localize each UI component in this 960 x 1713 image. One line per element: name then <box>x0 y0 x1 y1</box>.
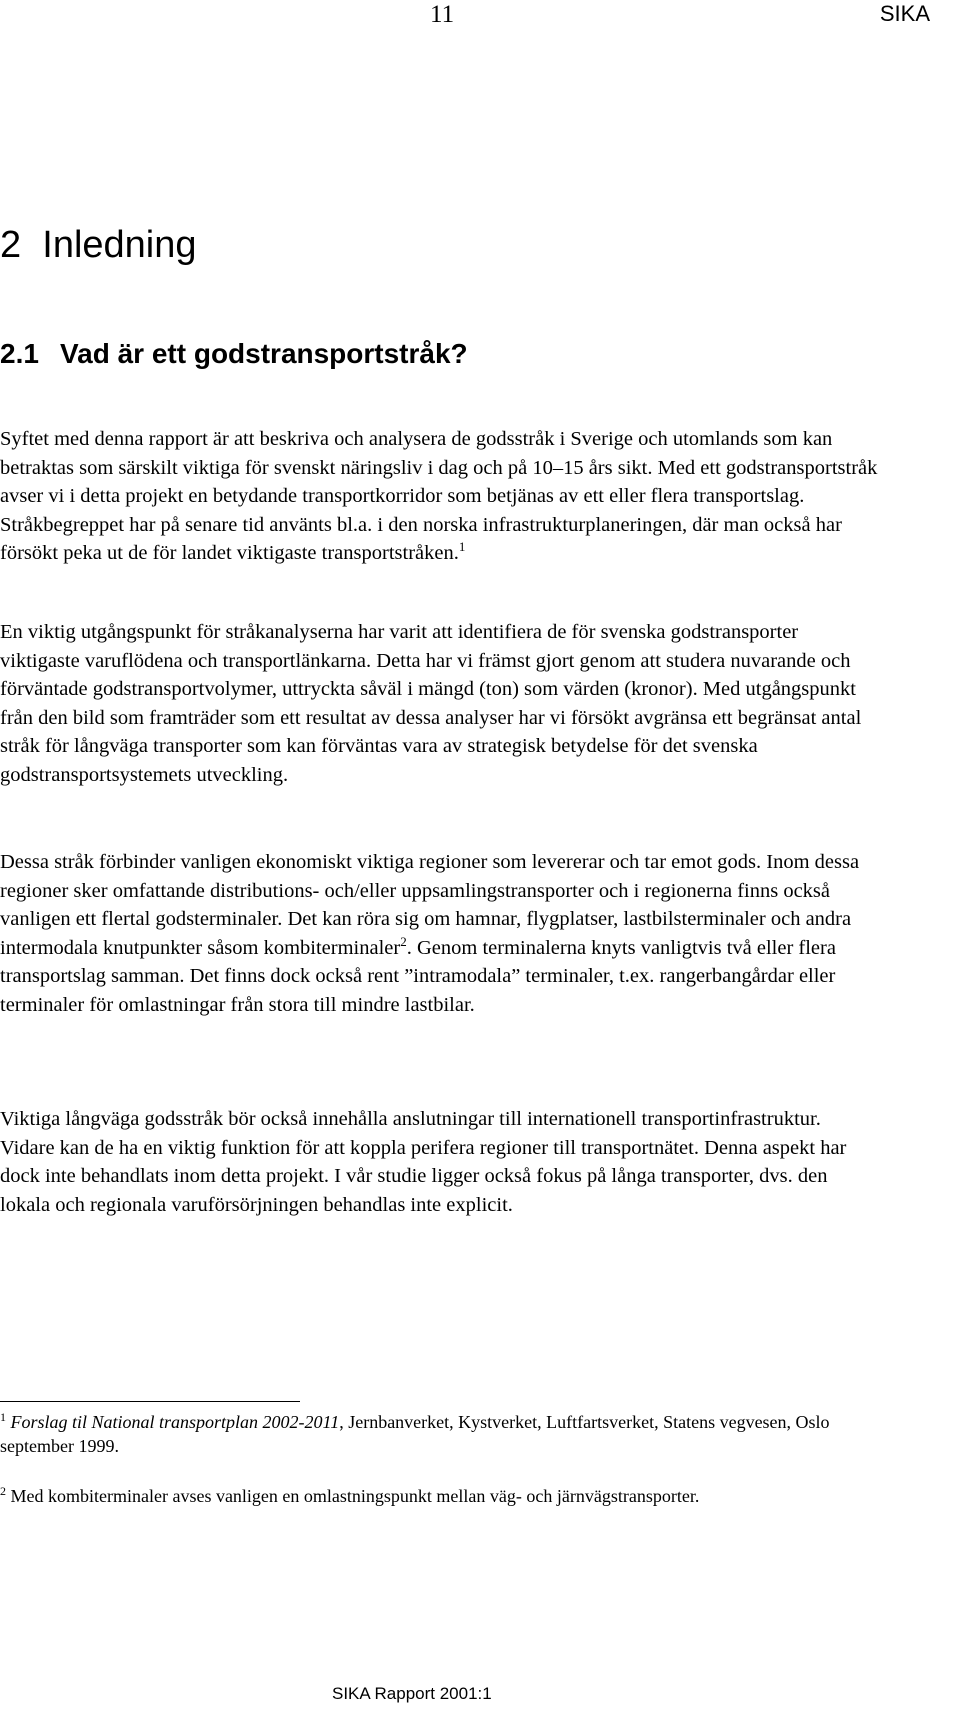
paragraph-4 <box>0 1105 880 1219</box>
page-number: 11 <box>430 1 455 28</box>
footnote-2-text: Med kombiterminaler avses vanligen en omlastningspunkt mellan väg- och järnvägstransporter. <box>10 1486 700 1506</box>
chapter-heading <box>0 222 197 268</box>
footnote-1-text: , Jernbanverket, Kystverket, Luftfartsverket, Statens vegvesen, Oslo september 1999. <box>0 1412 830 1456</box>
footnote-1-title: Forslag til National transportplan 2002-2011 <box>10 1412 340 1432</box>
footnote-ref-2: 2 <box>400 933 407 949</box>
section-title: Vad är ett godstransportstråk? <box>60 338 468 369</box>
paragraph-3 <box>0 848 880 1019</box>
paragraph-1-text: Syftet med denna rapport är att beskriva och analysera de godsstråk i Sverige och utomlands som kan betraktas som särskilt viktiga för svenskt näringsliv i dag och på 10–15 års sikt. Med ett godstransportstråk avser vi i detta projekt en betydande transportkorridor som betjänas av ett eller flera transportslag. Stråkbegreppet har på senare tid använts bl.a. i den norska infrastrukturplaneringen, där man också har försökt peka ut de för landet viktigaste transportstråken. <box>0 428 878 564</box>
paragraph-1 <box>0 425 880 568</box>
paragraph-4-text: Viktiga långväga godsstråk bör också innehålla anslutningar till internationell transportinfrastruktur. Vidare kan de ha en viktig funktion för att koppla perifera regioner till transportnätet. Denna aspekt har dock inte behandlats inom detta projekt. I vår studie ligger också fokus på långa transporter, dvs. den lokala och regionala varuförsörjningen behandlas inte explicit. <box>0 1108 847 1216</box>
section-heading <box>0 336 468 372</box>
footnote-2 <box>0 1484 880 1508</box>
paragraph-2-text: En viktig utgångspunkt för stråkanalyserna har varit att identifiera de för svenska godstransporter viktigaste varuflödena och transportlänkarna. Detta har vi främst gjort genom att studera nuvarande och förväntade godstransportvolymer, uttryckta såväl i mängd (ton) som värden (kronor). Med utgångspunkt från den bild som framträder som ett resultat av dessa analyser har vi försökt avgränsa ett begränsat antal stråk för långväga transporter som kan förväntas vara av strategisk betydelse för det svenska godstransportsystemets utveckling. <box>0 621 862 786</box>
header-organization: SIKA <box>879 1 930 26</box>
paragraph-2 <box>0 618 880 789</box>
paragraph-3-text-a: Dessa stråk förbinder vanligen ekonomiskt viktiga regioner som levererar och tar emot gods. Inom dessa regioner sker omfattande distributions- och/eller uppsamlingstransporter och i regionerna finns också vanligen ett flertal godsterminaler. Det kan röra sig om hamnar, flygplatser, lastbilsterminaler och andra intermodala knutpunkter såsom kombiterminaler <box>0 851 860 959</box>
chapter-number: 2 <box>0 224 22 266</box>
footnote-2-mark: 2 <box>0 1484 6 1498</box>
footnote-1 <box>0 1410 880 1458</box>
footnote-1-mark: 1 <box>0 1410 6 1424</box>
section-number: 2.1 <box>0 338 39 369</box>
paragraph-3-text-b: . Genom terminalerna knyts vanligtvis två eller flera transportslag samman. Det finns dock också rent ”intramodala” terminaler, t.ex. rangerbangårdar eller terminaler för omlastningar från stora till mindre lastbilar. <box>0 936 836 1016</box>
footnote-separator <box>0 1401 300 1402</box>
footnote-ref-1: 1 <box>458 539 466 554</box>
chapter-title: Inledning <box>42 224 197 266</box>
footer-report-id: SIKA Rapport 2001:1 <box>332 1684 492 1703</box>
